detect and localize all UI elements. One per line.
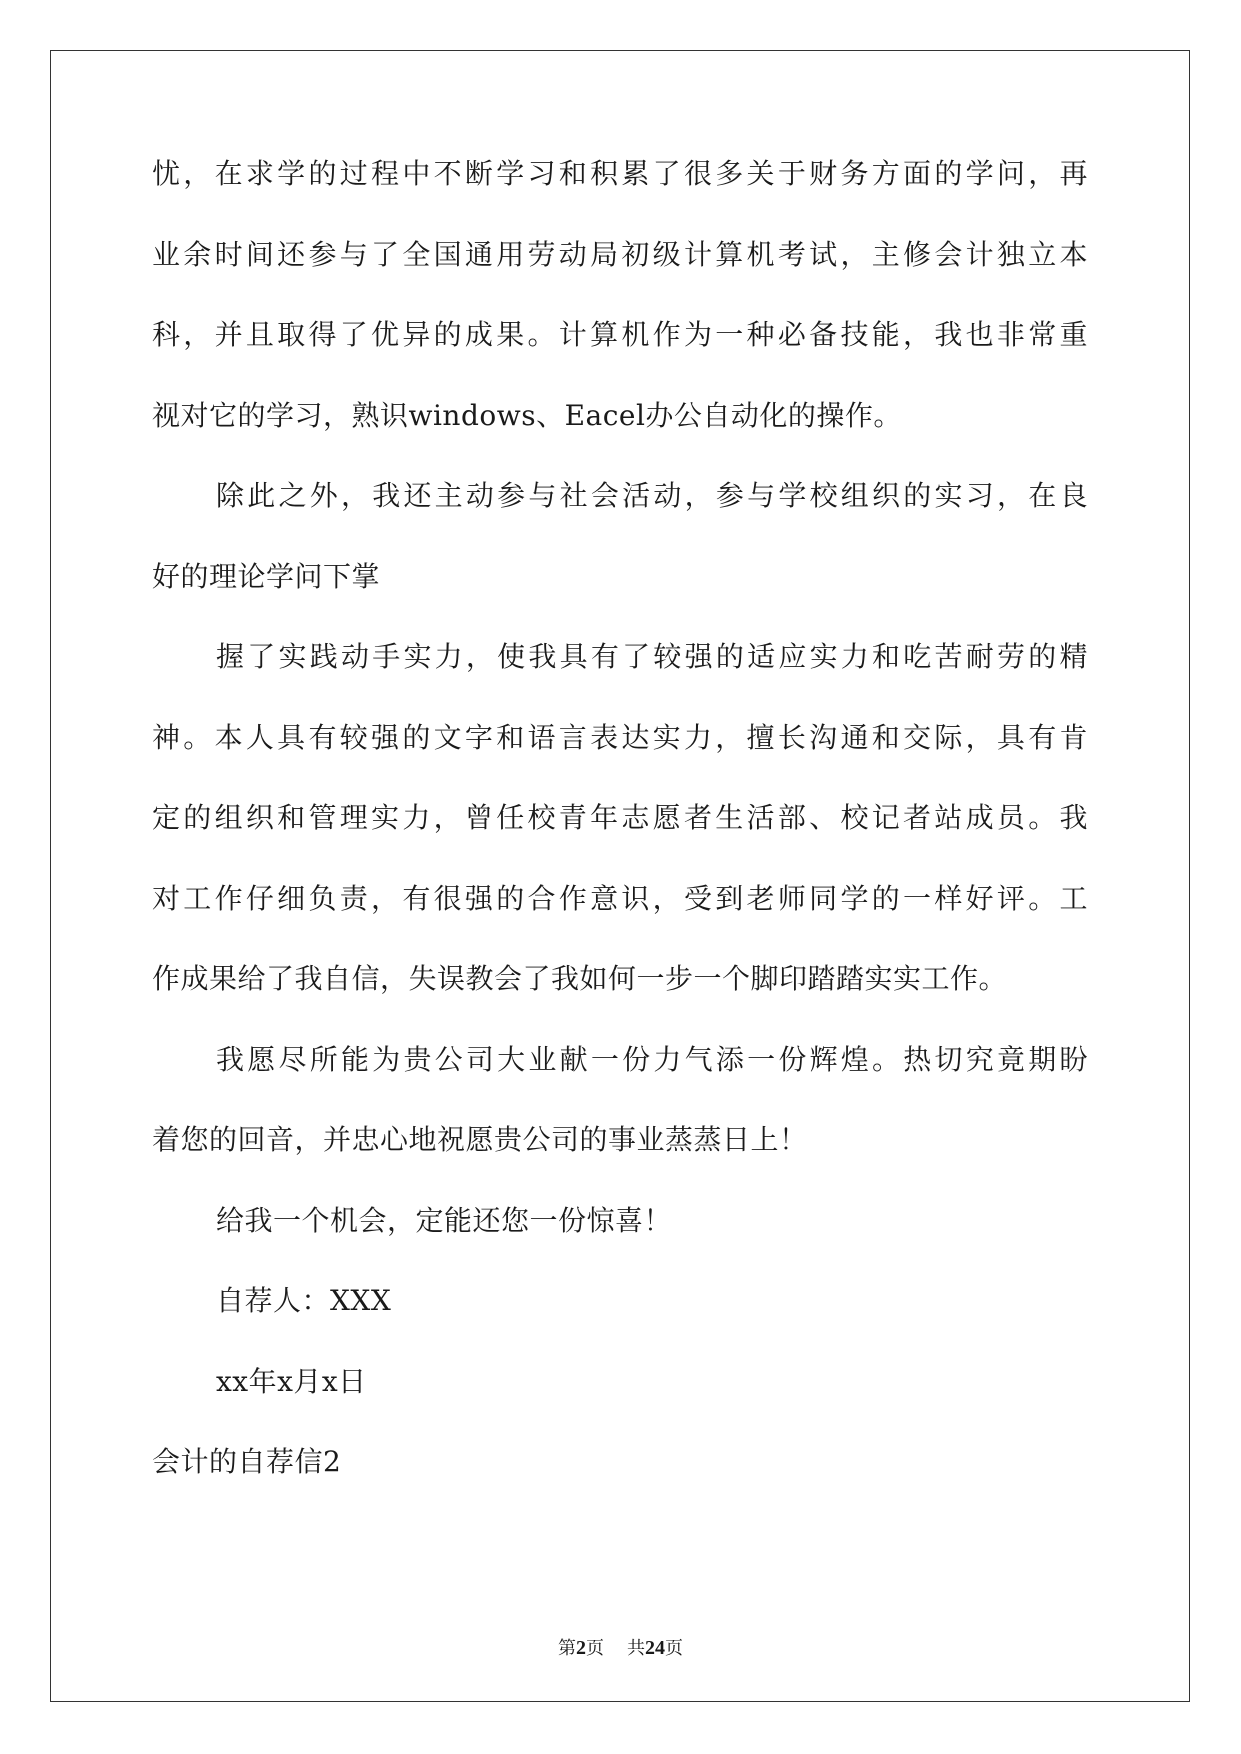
closing-line: 给我一个机会，定能还您一份惊喜！ xyxy=(216,1203,673,1237)
date-line: xx年x月x日 xyxy=(216,1364,367,1398)
signature-line: 自荐人：XXX xyxy=(216,1284,392,1317)
text-line: 科，并且取得了优异的成果。计算机作为一种必备技能，我也非常重 xyxy=(152,318,1088,351)
footer-total-pages: 24 xyxy=(644,1637,665,1659)
document-body xyxy=(152,157,1088,1529)
paragraph-start-line: 握了实践动手实力，使我具有了较强的适应实力和吃苦耐劳的精 xyxy=(216,640,1088,673)
text-line: 对工作仔细负责，有很强的合作意识，受到老师同学的一样好评。工 xyxy=(152,881,1088,915)
footer-page-number: 2 xyxy=(576,1637,587,1659)
footer-page-prefix: 第 xyxy=(558,1638,577,1659)
text-line: 视对它的学习，熟识windows、Eacel办公自动化的操作。 xyxy=(152,398,902,432)
text-line: 定的组织和管理实力，曾任校青年志愿者生活部、校记者站成员。我 xyxy=(152,801,1088,834)
section-heading: 会计的自荐信2 xyxy=(152,1445,342,1478)
page-footer xyxy=(0,1634,1241,1660)
footer-total-suffix: 页 xyxy=(664,1638,683,1659)
text-line: 作成果给了我自信，失误教会了我如何一步一个脚印踏踏实实工作。 xyxy=(152,962,1008,995)
paragraph-start-line: 我愿尽所能为贵公司大业献一份力气添一份辉煌。热切究竟期盼 xyxy=(216,1042,1088,1076)
footer-page-suffix: 页 xyxy=(586,1638,605,1659)
paragraph-start-line: 除此之外，我还主动参与社会活动，参与学校组织的实习，在良 xyxy=(216,479,1088,512)
text-line: 神。本人具有较强的文字和语言表达实力，擅长沟通和交际，具有肯 xyxy=(152,720,1088,754)
footer-total-prefix: 共 xyxy=(626,1638,645,1659)
text-line: 好的理论学问下掌 xyxy=(152,559,381,593)
text-line: 着您的回音，并忠心地祝愿贵公司的事业蒸蒸日上！ xyxy=(152,1123,808,1156)
text-line: 忧，在求学的过程中不断学习和积累了很多关于财务方面的学问，再 xyxy=(152,157,1088,190)
text-line: 业余时间还参与了全国通用劳动局初级计算机考试，主修会计独立本 xyxy=(152,237,1088,271)
